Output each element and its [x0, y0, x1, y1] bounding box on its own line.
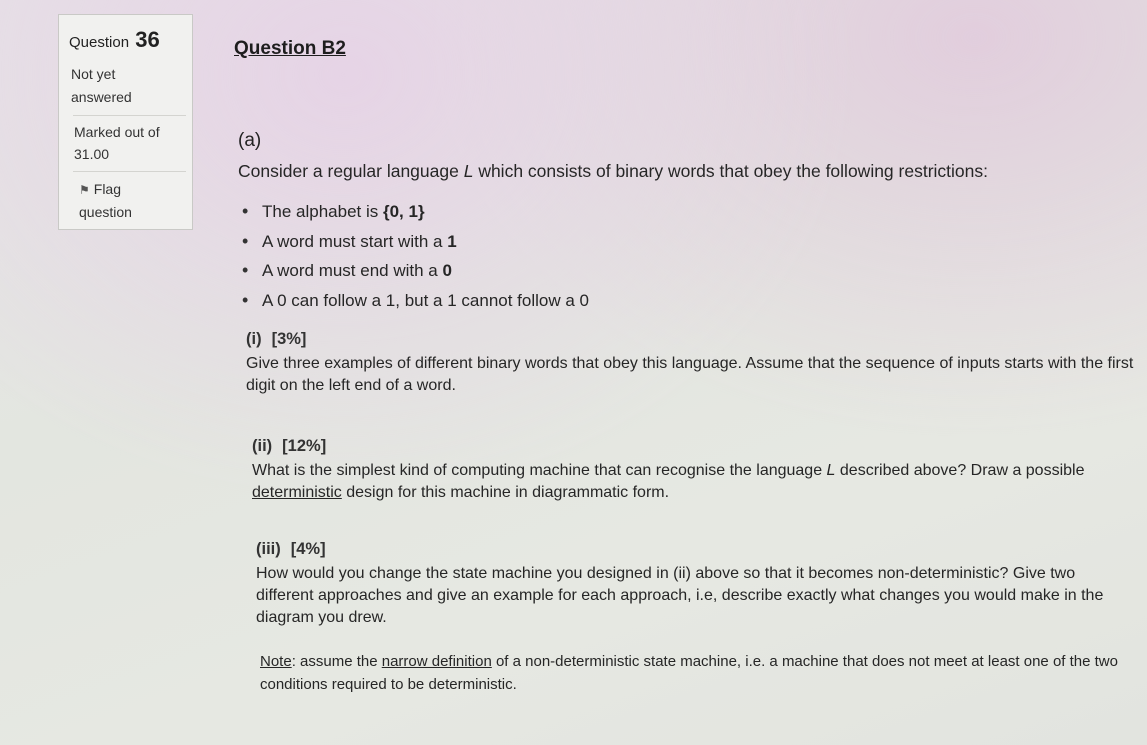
question-number-label: [69, 27, 160, 53]
language-variable: L: [463, 161, 474, 181]
subquestion-label: (ii): [252, 437, 273, 455]
subquestion-label: (iii): [256, 540, 281, 558]
list-item: • A word must end with a 0: [262, 256, 589, 286]
info-divider: [73, 115, 186, 116]
answer-state: [71, 63, 181, 109]
question-content: [232, 0, 1147, 745]
answer-state-line2: answered: [71, 89, 132, 105]
part-a-label: (a): [238, 130, 262, 151]
intro-text: Consider a regular language: [238, 161, 464, 181]
list-item: • The alphabet is {0, 1}: [262, 197, 589, 227]
subquestion-text: How would you change the state machine you designed in (ii) above so that it becomes non-deterministic? Give two different approaches and give an example for each approach, i.e, describe exactly what changes you would make in the diagram you drew.: [256, 565, 1104, 626]
marks-info: [74, 121, 184, 165]
deterministic-term: deterministic: [252, 484, 342, 501]
note-text: Note: assume the narrow definition of a non-deterministic state machine, i.e. a machine that does not meet at least one of the two conditions required to be deterministic.: [260, 653, 1118, 693]
subquestion-i: [246, 330, 1146, 397]
subquestion-heading: [246, 330, 1146, 349]
flag-icon: ⚑: [79, 183, 90, 197]
flag-label-line2: question: [79, 204, 132, 220]
question-intro: [238, 161, 1038, 182]
marks-label: Marked out of: [74, 124, 160, 140]
question-info-box: [58, 14, 193, 230]
subquestion-marks: [12%]: [282, 437, 327, 455]
subquestion-label: (i): [246, 330, 262, 348]
subquestion-marks: [4%]: [290, 540, 326, 558]
info-divider: [73, 171, 186, 172]
restriction-list: [238, 197, 589, 315]
subquestion-heading: [256, 540, 1136, 559]
question-prefix: Question: [69, 34, 130, 51]
answer-state-line1: Not yet: [71, 66, 116, 82]
note-label: Note: [260, 653, 292, 670]
subquestion-marks: [3%]: [271, 330, 307, 348]
marks-value: 31.00: [74, 146, 110, 162]
flag-label: Flag: [93, 181, 121, 197]
subquestion-heading: [252, 437, 1147, 456]
subquestion-iii: [256, 540, 1136, 629]
question-number: 36: [135, 27, 160, 52]
list-item: • A 0 can follow a 1, but a 1 cannot follow a 0: [262, 286, 589, 316]
intro-text-end: which consists of binary words that obey the following restrictions:: [473, 161, 988, 181]
subquestion-text: Give three examples of different binary words that obey this language. Assume that the sequence of inputs starts with the first digit on the left end of a word.: [246, 355, 1134, 394]
narrow-definition-term: narrow definition: [381, 653, 492, 670]
subquestion-ii: [252, 437, 1147, 504]
question-title: Question B2: [234, 38, 346, 59]
list-item: • A word must start with a 1: [262, 227, 589, 257]
flag-question-button[interactable]: [79, 178, 179, 223]
subquestion-text: What is the simplest kind of computing machine that can recognise the language L described above? Draw a possible deterministic design for this machine in diagrammatic form.: [252, 462, 1085, 501]
